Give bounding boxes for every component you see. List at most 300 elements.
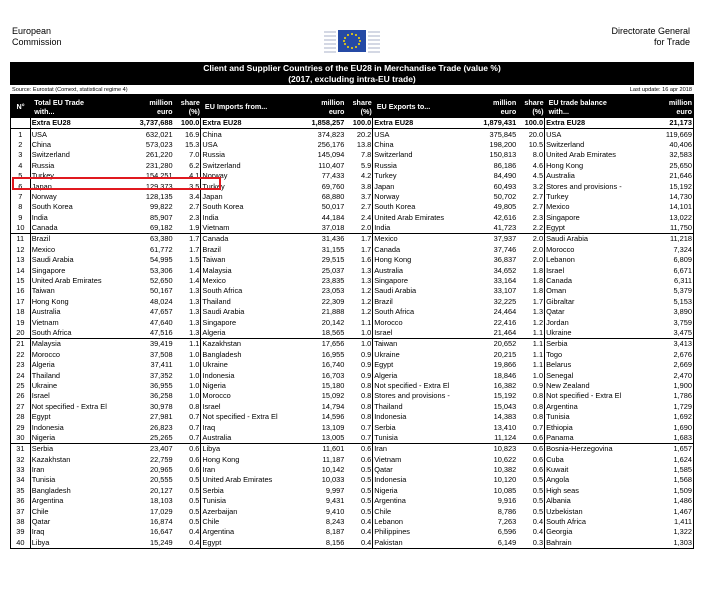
cell-number: 35 bbox=[16, 485, 25, 495]
cell-balance-partner: Not specified - Extra El bbox=[545, 391, 650, 401]
source-note: Source: Eurostat (Comext, statistical regime 4) bbox=[12, 87, 128, 93]
cell-imports-partner: South Korea bbox=[201, 202, 302, 212]
cell-balance-value: 3,890 bbox=[673, 307, 692, 317]
cell-imports-share: 0.8 bbox=[360, 412, 372, 422]
last-update-note: Last update: 16 apr 2018 bbox=[629, 87, 692, 93]
cell-balance-partner: Bosnia-Herzegovina bbox=[545, 444, 650, 455]
cell-exports-share: 0.5 bbox=[532, 496, 544, 506]
cell-exports-partner: Not specified - Extra El bbox=[373, 381, 474, 391]
cell-total-share: 0.7 bbox=[189, 422, 200, 432]
cell-imports-value: 50,017 bbox=[321, 202, 345, 212]
cell-balance-partner: Morocco bbox=[545, 245, 650, 255]
cell-balance-partner: Serbia bbox=[545, 339, 650, 350]
cell-balance-partner: United Arab Emirates bbox=[545, 150, 650, 160]
cell-balance-partner: Extra EU28 bbox=[545, 118, 650, 129]
cell-imports-value: 8,187 bbox=[325, 527, 345, 537]
col-balance-partner bbox=[545, 95, 650, 119]
cell-imports-share: 0.6 bbox=[360, 444, 372, 454]
cell-number: 25 bbox=[16, 380, 25, 390]
cell-imports-partner: China bbox=[201, 129, 302, 140]
cell-exports-value: 49,805 bbox=[493, 202, 517, 212]
cell-balance-partner: Bahrain bbox=[545, 538, 650, 549]
cell-exports-partner: Stores and provisions - bbox=[373, 391, 474, 401]
cell-balance-partner: Jordan bbox=[545, 317, 650, 327]
commission-line2: Commission bbox=[12, 37, 62, 47]
cell-total-share: 2.7 bbox=[189, 202, 200, 212]
cell-exports-value: 13,410 bbox=[493, 422, 517, 432]
cell-total-value: 128,135 bbox=[145, 191, 173, 201]
cell-total-value: 25,265 bbox=[130, 433, 174, 444]
cell-imports-partner: Ukraine bbox=[201, 360, 302, 370]
cell-balance-value: 11,750 bbox=[650, 223, 694, 234]
cell-imports-value: 10,142 bbox=[321, 465, 345, 475]
cell-total-partner: Nigeria bbox=[30, 433, 130, 444]
cell-total-value: 47,516 bbox=[130, 328, 174, 339]
col-value-line2: euro bbox=[156, 106, 173, 116]
table-row bbox=[11, 350, 694, 360]
cell-exports-value: 22,416 bbox=[493, 317, 517, 327]
cell-total-value: 63,380 bbox=[149, 234, 173, 244]
col-total-line1: Total EU Trade bbox=[34, 97, 84, 107]
cell-number: 19 bbox=[16, 317, 25, 327]
cell-balance-value: 1,509 bbox=[673, 485, 692, 495]
col-imports-partner: EU Imports from... bbox=[201, 95, 302, 119]
cell-exports-partner: Turkey bbox=[373, 171, 474, 181]
col-value-line1: million bbox=[321, 97, 345, 107]
cell-exports-partner: Saudi Arabia bbox=[373, 286, 474, 296]
cell-balance-partner: Oman bbox=[545, 286, 650, 296]
col-balance-line1: EU trade balance bbox=[548, 97, 607, 107]
cell-balance-value: 1,683 bbox=[650, 433, 694, 444]
cell-total-partner: Algeria bbox=[30, 360, 130, 370]
cell-balance-partner: Albania bbox=[545, 496, 650, 506]
cell-imports-partner: Not specified - Extra El bbox=[201, 412, 302, 422]
cell-imports-value: 23,835 bbox=[321, 276, 345, 286]
cell-imports-partner: Hong Kong bbox=[201, 455, 302, 465]
cell-number: 14 bbox=[16, 265, 25, 275]
cell-exports-value: 84,490 bbox=[493, 171, 517, 181]
cell-exports-share: 2.0 bbox=[532, 255, 544, 265]
table-row bbox=[11, 328, 694, 339]
cell-imports-value: 13,109 bbox=[321, 422, 345, 432]
cell-balance-value: 1,411 bbox=[674, 517, 692, 527]
cell-balance-value: 2,470 bbox=[673, 370, 692, 380]
table-row bbox=[11, 265, 694, 275]
cell-total-share: 7.0 bbox=[189, 150, 200, 160]
cell-number: 9 bbox=[18, 212, 23, 222]
cell-balance-partner: Kuwait bbox=[545, 465, 650, 475]
cell-imports-value: 69,760 bbox=[321, 181, 345, 191]
cell-exports-value: 10,823 bbox=[493, 444, 517, 454]
trade-table bbox=[10, 94, 694, 549]
cell-total-share: 16.9 bbox=[185, 129, 200, 139]
cell-total-value: 632,021 bbox=[145, 129, 173, 139]
col-share-line1: share bbox=[352, 97, 372, 107]
col-share-line1: share bbox=[524, 97, 544, 107]
table-row bbox=[11, 444, 694, 455]
cell-number: 8 bbox=[18, 202, 23, 212]
cell-number: 21 bbox=[16, 339, 25, 349]
commission-line1: European bbox=[12, 26, 52, 36]
cell-total-value: 52,650 bbox=[149, 276, 173, 286]
cell-exports-partner: Ukraine bbox=[373, 350, 474, 360]
cell-total-partner: Vietnam bbox=[30, 317, 130, 327]
cell-number: 12 bbox=[16, 244, 25, 254]
cell-imports-share: 0.9 bbox=[360, 370, 372, 380]
table-row bbox=[11, 465, 694, 475]
cell-imports-share: 0.9 bbox=[360, 349, 372, 359]
table-row bbox=[11, 496, 694, 506]
cell-balance-partner: Egypt bbox=[545, 223, 650, 234]
table-header-row bbox=[11, 95, 694, 119]
cell-imports-value: 15,180 bbox=[321, 380, 345, 390]
cell-total-value: 20,555 bbox=[149, 475, 173, 485]
cell-exports-share: 8.0 bbox=[532, 150, 544, 160]
cell-exports-value: 37,937 bbox=[493, 234, 517, 244]
cell-imports-partner: Russia bbox=[201, 150, 302, 160]
cell-total-value: 20,965 bbox=[149, 465, 173, 475]
cell-exports-share: 1.8 bbox=[532, 265, 544, 275]
table-row bbox=[11, 150, 694, 160]
cell-exports-value: 34,652 bbox=[493, 265, 517, 275]
cell-number: 17 bbox=[16, 296, 25, 306]
cell-balance-partner: Mexico bbox=[545, 202, 650, 212]
cell-balance-value: 5,379 bbox=[673, 286, 692, 296]
cell-exports-share: 2.7 bbox=[532, 202, 544, 212]
col-total-line2: with... bbox=[34, 106, 55, 116]
cell-total-partner: India bbox=[30, 213, 130, 223]
cell-balance-value: 3,475 bbox=[650, 328, 694, 339]
cell-imports-value: 37,018 bbox=[302, 223, 346, 234]
cell-exports-share: 1.1 bbox=[532, 349, 544, 359]
cell-exports-partner: Mexico bbox=[373, 234, 474, 245]
col-total-share bbox=[174, 95, 201, 119]
cell-imports-share: 1.2 bbox=[360, 307, 372, 317]
cell-total-partner: Singapore bbox=[30, 265, 130, 275]
cell-total-partner: Canada bbox=[30, 223, 130, 234]
table-row bbox=[11, 506, 694, 516]
cell-number: 23 bbox=[16, 360, 25, 370]
cell-exports-partner: Thailand bbox=[373, 402, 474, 412]
cell-exports-partner: Chile bbox=[373, 506, 474, 516]
cell-total-partner: Ukraine bbox=[30, 381, 130, 391]
cell-exports-partner: South Africa bbox=[373, 307, 474, 317]
cell-total-value: 20,127 bbox=[149, 485, 173, 495]
cell-balance-value: 1,322 bbox=[673, 527, 692, 537]
cell-balance-value: 25,650 bbox=[669, 160, 692, 170]
cell-number: 7 bbox=[18, 191, 23, 201]
cell-exports-partner: Philippines bbox=[373, 527, 474, 537]
cell-imports-value: 44,184 bbox=[321, 212, 345, 222]
cell-total-share: 1.0 bbox=[189, 391, 200, 401]
cell-exports-value: 15,192 bbox=[493, 391, 517, 401]
cell-total-partner: Turkey bbox=[30, 171, 130, 181]
cell-exports-share: 4.6 bbox=[532, 160, 544, 170]
cell-total-value: 99,822 bbox=[149, 202, 173, 212]
cell-total-share: 2.3 bbox=[189, 212, 200, 222]
cell-total-value: 48,024 bbox=[149, 296, 173, 306]
eu-flag-logo bbox=[322, 28, 382, 56]
cell-total-partner: Serbia bbox=[30, 444, 130, 455]
cell-total-share: 0.7 bbox=[189, 412, 200, 422]
cell-total-share: 1.1 bbox=[189, 339, 200, 349]
cell-exports-partner: Morocco bbox=[373, 317, 474, 327]
cell-total-share: 1.0 bbox=[189, 349, 200, 359]
cell-exports-share: 0.6 bbox=[532, 454, 544, 464]
col-total-value bbox=[130, 95, 174, 119]
cell-total-value: 16,874 bbox=[149, 517, 173, 527]
cell-exports-partner: Pakistan bbox=[373, 538, 474, 549]
cell-exports-partner: Argentina bbox=[373, 496, 474, 506]
cell-imports-partner: Extra EU28 bbox=[201, 118, 302, 129]
cell-number: 32 bbox=[16, 454, 25, 464]
cell-exports-value: 18,846 bbox=[493, 370, 517, 380]
cell-imports-share: 1.3 bbox=[360, 276, 372, 286]
cell-imports-value: 20,142 bbox=[321, 317, 345, 327]
cell-number: 27 bbox=[16, 401, 25, 411]
cell-imports-value: 23,053 bbox=[321, 286, 345, 296]
cell-total-partner: Norway bbox=[30, 192, 130, 202]
cell-total-partner: Taiwan bbox=[30, 286, 130, 296]
cell-exports-share: 1.0 bbox=[532, 370, 544, 380]
cell-imports-partner: Japan bbox=[201, 192, 302, 202]
cell-balance-value: 32,583 bbox=[669, 150, 692, 160]
cell-balance-value: 1,657 bbox=[673, 444, 692, 454]
cell-exports-value: 21,464 bbox=[473, 328, 517, 339]
cell-balance-partner: Belarus bbox=[545, 360, 650, 370]
cell-balance-value: 14,101 bbox=[669, 202, 692, 212]
cell-exports-partner: Hong Kong bbox=[373, 255, 474, 265]
cell-balance-value: 1,585 bbox=[673, 465, 692, 475]
cell-balance-value: 1,303 bbox=[650, 538, 694, 549]
cell-exports-partner: Switzerland bbox=[373, 150, 474, 160]
cell-imports-partner: Indonesia bbox=[201, 370, 302, 380]
cell-exports-share: 0.5 bbox=[532, 485, 544, 495]
cell-total-partner: South Africa bbox=[30, 328, 130, 339]
cell-total-share: 1.4 bbox=[189, 276, 200, 286]
cell-total-value: 26,823 bbox=[149, 422, 173, 432]
cell-number: 30 bbox=[11, 433, 31, 444]
cell-balance-value: 1,786 bbox=[673, 391, 692, 401]
cell-imports-partner: Argentina bbox=[201, 527, 302, 537]
directorate-label bbox=[611, 26, 690, 48]
cell-total-value: 37,352 bbox=[149, 370, 173, 380]
table-row bbox=[11, 171, 694, 181]
cell-total-share: 1.5 bbox=[189, 255, 200, 265]
cell-balance-partner: Panama bbox=[545, 433, 650, 444]
cell-exports-partner: India bbox=[373, 223, 474, 234]
cell-balance-value: 3,413 bbox=[673, 339, 692, 349]
cell-balance-partner: Angola bbox=[545, 475, 650, 485]
table-row bbox=[11, 381, 694, 391]
cell-imports-partner: South Africa bbox=[201, 286, 302, 296]
cell-total-partner: Tunisia bbox=[30, 475, 130, 485]
cell-exports-partner: South Korea bbox=[373, 202, 474, 212]
cell-total-share: 1.0 bbox=[189, 360, 200, 370]
cell-balance-value: 5,153 bbox=[673, 296, 692, 306]
cell-number: 13 bbox=[16, 255, 25, 265]
table-row bbox=[11, 161, 694, 171]
cell-balance-value: 14,730 bbox=[669, 191, 692, 201]
cell-imports-share: 1.3 bbox=[360, 265, 372, 275]
cell-total-share: 1.3 bbox=[189, 286, 200, 296]
table-row bbox=[11, 527, 694, 537]
cell-total-value: 23,407 bbox=[149, 444, 173, 454]
cell-number: 24 bbox=[16, 370, 25, 380]
cell-total-partner: South Korea bbox=[30, 202, 130, 212]
col-number: N° bbox=[11, 95, 31, 119]
cell-exports-partner: Norway bbox=[373, 192, 474, 202]
cell-total-share: 0.6 bbox=[189, 465, 200, 475]
title-line1: Client and Supplier Countries of the EU28 in Merchandise Trade (value %) bbox=[203, 63, 501, 73]
cell-total-partner: Australia bbox=[30, 307, 130, 317]
cell-exports-partner: Qatar bbox=[373, 465, 474, 475]
extra-eu-row bbox=[11, 118, 694, 129]
cell-exports-value: 33,107 bbox=[493, 286, 517, 296]
table-row bbox=[11, 307, 694, 317]
cell-imports-value: 374,823 bbox=[317, 129, 345, 139]
cell-imports-value: 18,565 bbox=[302, 328, 346, 339]
cell-imports-value: 17,656 bbox=[321, 339, 345, 349]
cell-imports-share: 0.7 bbox=[360, 422, 372, 432]
cell-total-share: 0.5 bbox=[189, 506, 200, 516]
cell-exports-value: 86,186 bbox=[493, 160, 517, 170]
cell-exports-share: 1.1 bbox=[532, 360, 544, 370]
cell-exports-value: 1,879,431 bbox=[473, 118, 517, 129]
cell-total-share: 0.8 bbox=[189, 401, 200, 411]
cell-exports-value: 11,124 bbox=[473, 433, 517, 444]
cell-exports-share: 0.5 bbox=[532, 506, 544, 516]
cell-total-partner: Brazil bbox=[30, 234, 130, 245]
cell-total-share: 1.3 bbox=[189, 317, 200, 327]
cell-total-share: 0.5 bbox=[189, 475, 200, 485]
cell-imports-value: 9,410 bbox=[325, 506, 345, 516]
cell-exports-value: 6,149 bbox=[473, 538, 517, 549]
col-share-line2: (%) bbox=[188, 106, 200, 116]
cell-total-partner: Russia bbox=[30, 161, 130, 171]
table-row bbox=[11, 455, 694, 465]
table-title bbox=[10, 62, 694, 85]
cell-total-share: 1.7 bbox=[189, 234, 200, 244]
cell-exports-partner: Singapore bbox=[373, 276, 474, 286]
cell-imports-share: 0.5 bbox=[360, 475, 372, 485]
cell-imports-value: 145,094 bbox=[317, 150, 345, 160]
cell-number: 4 bbox=[18, 160, 23, 170]
cell-total-partner: Saudi Arabia bbox=[30, 255, 130, 265]
cell-exports-share: 2.0 bbox=[532, 234, 544, 244]
cell-total-share: 15.3 bbox=[185, 139, 200, 149]
cell-balance-partner: High seas bbox=[545, 486, 650, 496]
cell-total-value: 30,978 bbox=[149, 401, 173, 411]
cell-exports-value: 16,382 bbox=[493, 380, 517, 390]
cell-exports-value: 198,200 bbox=[489, 139, 517, 149]
table-row bbox=[11, 223, 694, 234]
cell-total-share: 4.1 bbox=[189, 171, 200, 181]
col-balance-line2: with... bbox=[548, 106, 569, 116]
cell-number: 31 bbox=[16, 444, 25, 454]
cell-exports-share: 0.9 bbox=[532, 380, 544, 390]
cell-total-value: 37,508 bbox=[149, 349, 173, 359]
cell-exports-partner: Vietnam bbox=[373, 455, 474, 465]
cell-total-value: 261,220 bbox=[145, 150, 173, 160]
cell-total-partner: Chile bbox=[30, 506, 130, 516]
cell-number: 3 bbox=[18, 150, 23, 160]
cell-balance-partner: Gibraltar bbox=[545, 297, 650, 307]
cell-exports-share: 3.2 bbox=[532, 181, 544, 191]
cell-total-partner: Indonesia bbox=[30, 422, 130, 432]
table-row bbox=[11, 433, 694, 444]
cell-imports-value: 31,436 bbox=[321, 234, 345, 244]
cell-exports-share: 0.8 bbox=[532, 412, 544, 422]
cell-imports-share: 0.4 bbox=[360, 527, 372, 537]
table-row bbox=[11, 517, 694, 527]
cell-imports-value: 16,740 bbox=[321, 360, 345, 370]
table-row bbox=[11, 370, 694, 380]
cell-imports-value: 15,092 bbox=[321, 391, 345, 401]
cell-imports-partner: Israel bbox=[201, 402, 302, 412]
cell-exports-value: 20,652 bbox=[493, 339, 517, 349]
cell-exports-partner: Israel bbox=[373, 328, 474, 339]
cell-imports-share: 0.9 bbox=[360, 360, 372, 370]
cell-imports-share: 1.6 bbox=[360, 255, 372, 265]
cell-exports-partner: Indonesia bbox=[373, 475, 474, 485]
cell-number: 11 bbox=[16, 234, 25, 244]
cell-balance-partner: Turkey bbox=[545, 192, 650, 202]
cell-balance-value: 6,671 bbox=[673, 265, 692, 275]
cell-imports-partner: Thailand bbox=[201, 297, 302, 307]
cell-exports-share: 0.4 bbox=[532, 517, 544, 527]
cell-balance-value: 1,692 bbox=[673, 412, 692, 422]
cell-exports-value: 36,837 bbox=[493, 255, 517, 265]
cell-balance-value: 1,690 bbox=[673, 422, 692, 432]
cell-balance-value: 119,669 bbox=[665, 129, 692, 139]
cell-exports-partner: Extra EU28 bbox=[373, 118, 474, 129]
cell-total-share: 0.4 bbox=[174, 538, 201, 549]
cell-imports-partner: Australia bbox=[201, 433, 302, 444]
cell-number: 2 bbox=[18, 139, 23, 149]
cell-exports-share: 0.4 bbox=[532, 527, 544, 537]
cell-number: 18 bbox=[16, 307, 25, 317]
cell-total-share: 0.5 bbox=[189, 517, 200, 527]
cell-total-value: 36,258 bbox=[149, 391, 173, 401]
cell-imports-partner: Egypt bbox=[201, 538, 302, 549]
cell-imports-value: 16,955 bbox=[321, 349, 345, 359]
cell-balance-partner: New Zealand bbox=[545, 381, 650, 391]
cell-total-partner: Iran bbox=[30, 465, 130, 475]
cell-imports-share: 1.0 bbox=[360, 339, 372, 349]
cell-balance-partner: Stores and provisions - bbox=[545, 181, 650, 191]
cell-balance-value: 1,729 bbox=[673, 401, 692, 411]
cell-exports-share: 1.3 bbox=[532, 307, 544, 317]
cell-total-partner: Japan bbox=[30, 181, 130, 191]
cell-number: 29 bbox=[16, 422, 25, 432]
cell-balance-value: 1,624 bbox=[673, 454, 692, 464]
cell-total-value: 37,411 bbox=[150, 360, 173, 370]
cell-imports-value: 16,703 bbox=[321, 370, 345, 380]
cell-total-share: 1.3 bbox=[189, 296, 200, 306]
cell-total-share: 0.5 bbox=[189, 496, 200, 506]
cell-imports-value: 8,156 bbox=[302, 538, 346, 549]
cell-total-value: 54,995 bbox=[149, 255, 173, 265]
cell-exports-value: 6,596 bbox=[497, 527, 517, 537]
cell-number: 10 bbox=[11, 223, 31, 234]
title-line2: (2017, excluding intra-EU trade) bbox=[288, 74, 416, 84]
cell-exports-share: 0.8 bbox=[532, 401, 544, 411]
cell-imports-partner: India bbox=[201, 213, 302, 223]
col-total-partner bbox=[30, 95, 130, 119]
cell-exports-partner: Russia bbox=[373, 161, 474, 171]
cell-imports-partner: Azerbaijan bbox=[201, 506, 302, 516]
